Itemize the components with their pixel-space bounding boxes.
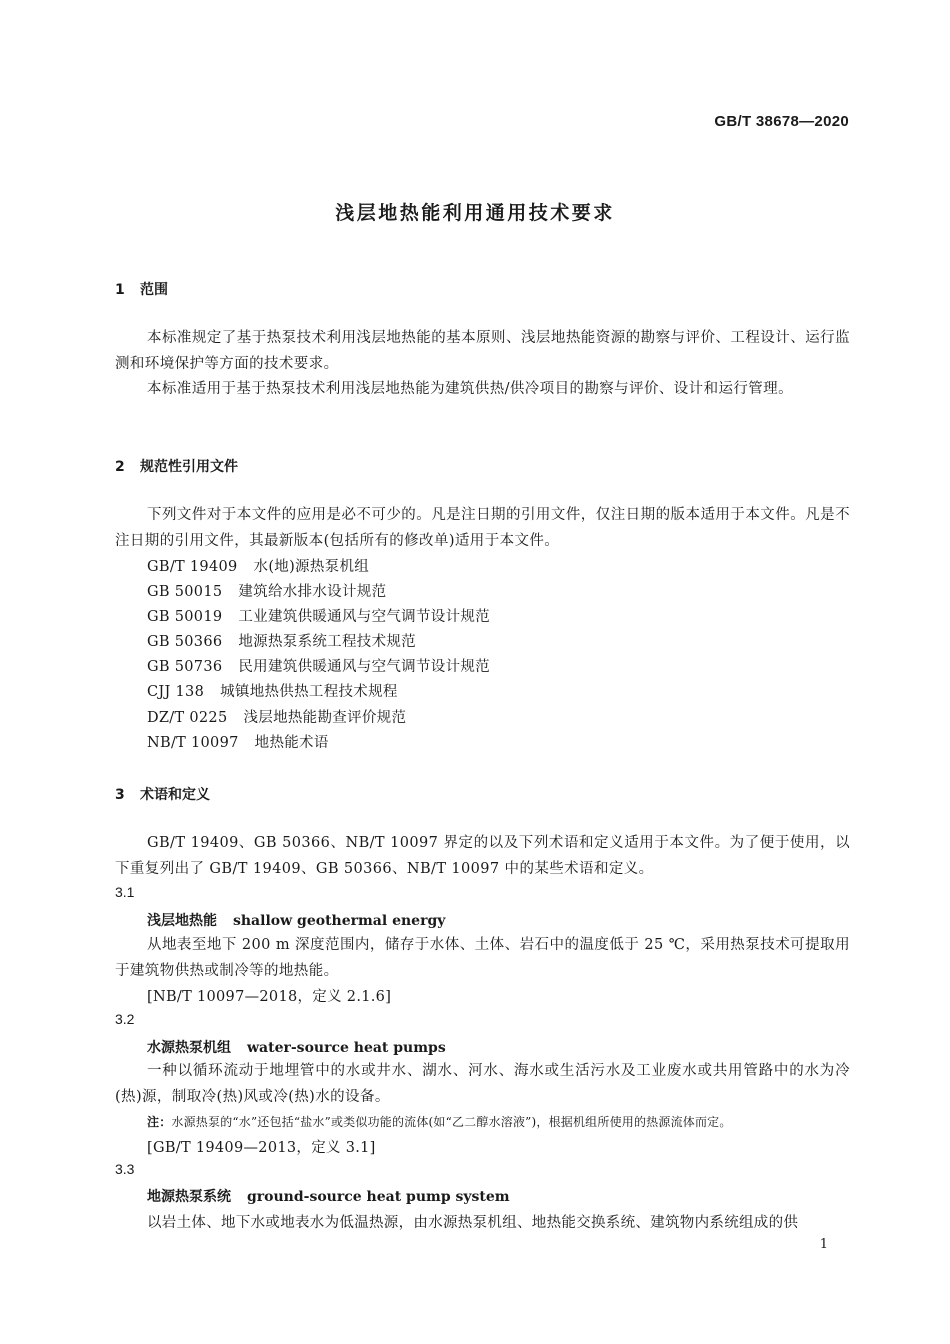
term-source: [NB/T 10097—2018，定义 2.1.6]: [147, 989, 392, 1005]
term-heading: [147, 910, 445, 930]
term-source: [GB/T 19409—2013，定义 3.1]: [147, 1140, 376, 1156]
reference-title: 民用建筑供暖通风与空气调节设计规范: [238, 659, 490, 675]
reference-item: [147, 706, 406, 727]
reference-code: GB 50015: [147, 584, 223, 600]
reference-title: 建筑给水排水设计规范: [238, 584, 387, 600]
term-zh: 水源热泵机组: [147, 1040, 231, 1056]
section-title: 规范性引用文件: [140, 459, 238, 475]
reference-item: [147, 680, 398, 701]
reference-code: GB/T 19409: [147, 559, 238, 575]
term-definition: 一种以循环流动于地埋管中的水或井水、湖水、河水、海水或生活污水及工业废水或共用管路中的水为冷(热)源，制取冷(热)风或冷(热)水的设备。: [115, 1063, 850, 1105]
term-zh: 地源热泵系统: [147, 1189, 231, 1205]
section-heading-scope: [115, 279, 168, 299]
reference-title: 地热能术语: [254, 735, 329, 751]
standard-code: GB/T 38678—2020: [714, 113, 849, 130]
reference-code: NB/T 10097: [147, 735, 239, 751]
reference-title: 工业建筑供暖通风与空气调节设计规范: [238, 609, 490, 625]
reference-title: 水(地)源热泵机组: [253, 559, 370, 575]
term-en: shallow geothermal energy: [233, 913, 446, 929]
reference-code: CJJ 138: [147, 684, 205, 700]
reference-item: [147, 731, 329, 752]
reference-item: [147, 605, 490, 626]
term-definition: 以岩土体、地下水或地表水为低温热源，由水源热泵机组、地热能交换系统、建筑物内系统组成的供: [147, 1215, 799, 1231]
section-title: 范围: [140, 282, 168, 298]
clause-number: 3.1: [115, 884, 135, 900]
section-heading-terms-and-definitions: [115, 784, 210, 804]
section-title: 术语和定义: [140, 787, 210, 803]
clause-number: 3.2: [115, 1011, 135, 1027]
reference-item: [147, 655, 490, 676]
reference-code: GB 50736: [147, 659, 223, 675]
term-heading: [147, 1037, 446, 1057]
term-definition: 从地表至地下 200 m 深度范围内，储存于水体、土体、岩石中的温度低于 25 ℃，采用热泵技术可提取用于建筑物供热或制冷等的地热能。: [115, 937, 850, 979]
section-number: 1: [115, 282, 125, 298]
note-label: 注：: [147, 1115, 172, 1129]
section-number: 2: [115, 459, 125, 475]
reference-code: DZ/T 0225: [147, 710, 228, 726]
scope-paragraph-2: 本标准适用于基于热泵技术利用浅层地热能为建筑供热/供冷项目的勘察与评价、设计和运行管理。: [147, 381, 793, 397]
reference-item: [147, 555, 369, 576]
reference-code: GB 50019: [147, 609, 223, 625]
term-heading: [147, 1186, 510, 1206]
section-heading-normative-references: [115, 456, 238, 476]
scope-paragraph-1: 本标准规定了基于热泵技术利用浅层地热能的基本原则、浅层地热能资源的勘察与评价、工程设计、运行监测和环境保护等方面的技术要求。: [115, 330, 850, 372]
term-en: ground-source heat pump system: [247, 1189, 510, 1205]
reference-title: 浅层地热能勘查评价规范: [243, 710, 407, 726]
document-title: 浅层地热能利用通用技术要求: [335, 202, 615, 224]
reference-title: 地源热泵系统工程技术规范: [238, 634, 416, 650]
reference-code: GB 50366: [147, 634, 223, 650]
term-en: water-source heat pumps: [247, 1040, 446, 1056]
references-intro: 下列文件对于本文件的应用是必不可少的。凡是注日期的引用文件，仅注日期的版本适用于本文件。凡是不注日期的引用文件，其最新版本(包括所有的修改单)适用于本文件。: [115, 507, 850, 549]
section-number: 3: [115, 787, 125, 803]
term-note: [147, 1113, 732, 1130]
page-number: 1: [819, 1237, 828, 1252]
reference-item: [147, 630, 416, 651]
note-text: 水源热泵的“水”还包括“盐水”或类似功能的流体(如“乙二醇水溶液”)，根据机组所使用的热源流体而定。: [171, 1115, 732, 1129]
term-zh: 浅层地热能: [147, 913, 217, 929]
reference-title: 城镇地热供热工程技术规程: [220, 684, 398, 700]
terms-intro: GB/T 19409、GB 50366、NB/T 10097 界定的以及下列术语和定义适用于本文件。为了便于使用，以下重复列出了 GB/T 19409、GB 50366、NB/T 10097 中的某些术语和定义。: [115, 835, 850, 877]
reference-item: [147, 580, 386, 601]
clause-number: 3.3: [115, 1161, 135, 1177]
